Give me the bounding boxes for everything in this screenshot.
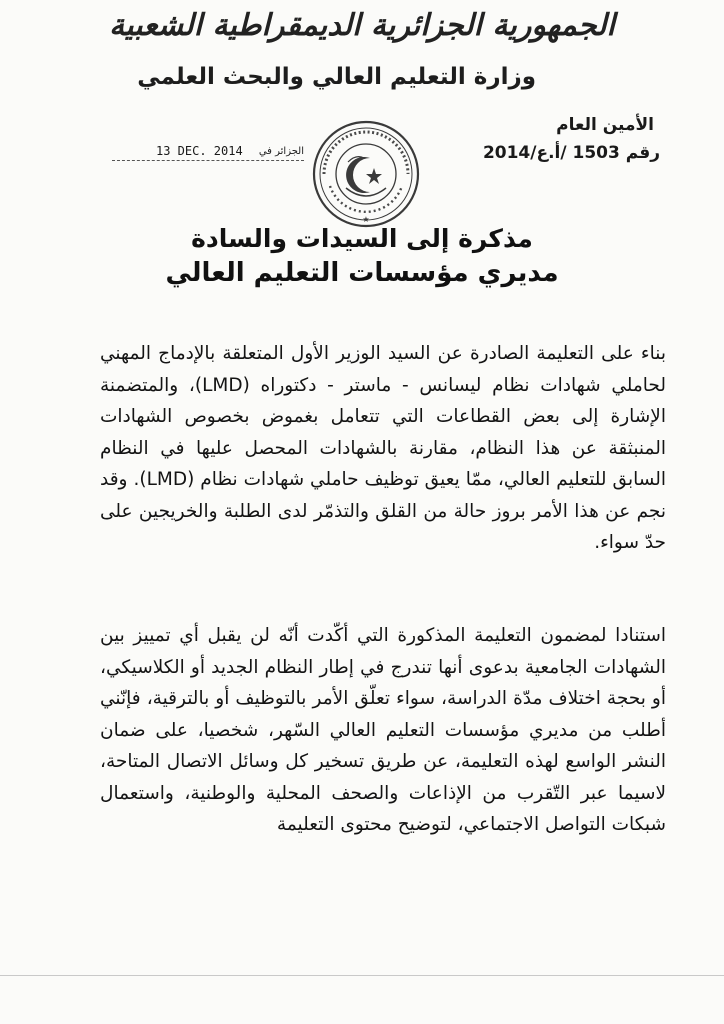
date-dotted-line bbox=[112, 160, 304, 161]
reference-number: رقم 1503 /أ.ع/2014 bbox=[482, 143, 660, 163]
memo-recipient-line-1: مذكرة إلى السيدات والسادة bbox=[191, 224, 533, 253]
body-paragraph-1 bbox=[100, 338, 666, 559]
svg-text:★: ★ bbox=[362, 215, 370, 224]
ministry-name: وزارة التعليم العالي والبحث العلمي bbox=[137, 64, 536, 90]
body-paragraph-2 bbox=[100, 620, 666, 841]
date-stamp: 13 DEC. 2014 bbox=[156, 144, 243, 158]
secretary-general-label: الأمين العام bbox=[556, 115, 654, 135]
paragraph-2-text: استنادا لمضمون التعليمة المذكورة التي أكّدت أنّه لن يقبل أي تمييز بين الشهادات الجامعية بدعوى أنها تندرج في إطار النظام الجديد أو الكلاسيكي، أو بحجة اختلاف مدّة الدراسة، سواء تعلّق الأمر بالتوظيف أو بالترقية، فإنّني أطلب من مديري مؤسسات التعليم العالي السّهر، شخصيا، على ضمان النشر الواسع لهذه التعليمة، عن طريق تسخير كل وسائل الاتصال المتاحة، لاسيما عبر التّقرب من الإذاعات والصحف المحلية والوطنية، واستعمال شبكات التواصل الاجتماعي، لتوضيح محتوى التعليمة bbox=[100, 625, 666, 835]
memo-recipient-line-2: مديري مؤسسات التعليم العالي bbox=[165, 258, 559, 288]
date-line bbox=[112, 144, 304, 168]
paragraph-1-text: بناء على التعليمة الصادرة عن السيد الوزير الأول المتعلقة بالإدماج المهني لحاملي شهادات نظام ليسانس - ماستر - دكتوراه (LMD)، والمتضمنة الإشارة إلى بعض القطاعات التي تتعامل بغموض بخصوص الشهادات المنبثقة عن هذا النظام، مقارنة بالشهادات المحصل عليها في النظام السابق للتعليم العالي، ممّا يعيق توظيف حاملي شهادات نظام (LMD). وقد نجم عن هذا الأمر بروز حالة من القلق والتذمّر لدى الطلبة والخريجين على حدّ سواء. bbox=[100, 343, 667, 553]
republic-heading: الجمهورية الجزائرية الديمقراطية الشعبية bbox=[109, 8, 615, 43]
official-seal bbox=[310, 118, 422, 230]
date-place-label: الجزائر في bbox=[258, 146, 304, 157]
scan-edge-line bbox=[0, 975, 724, 976]
